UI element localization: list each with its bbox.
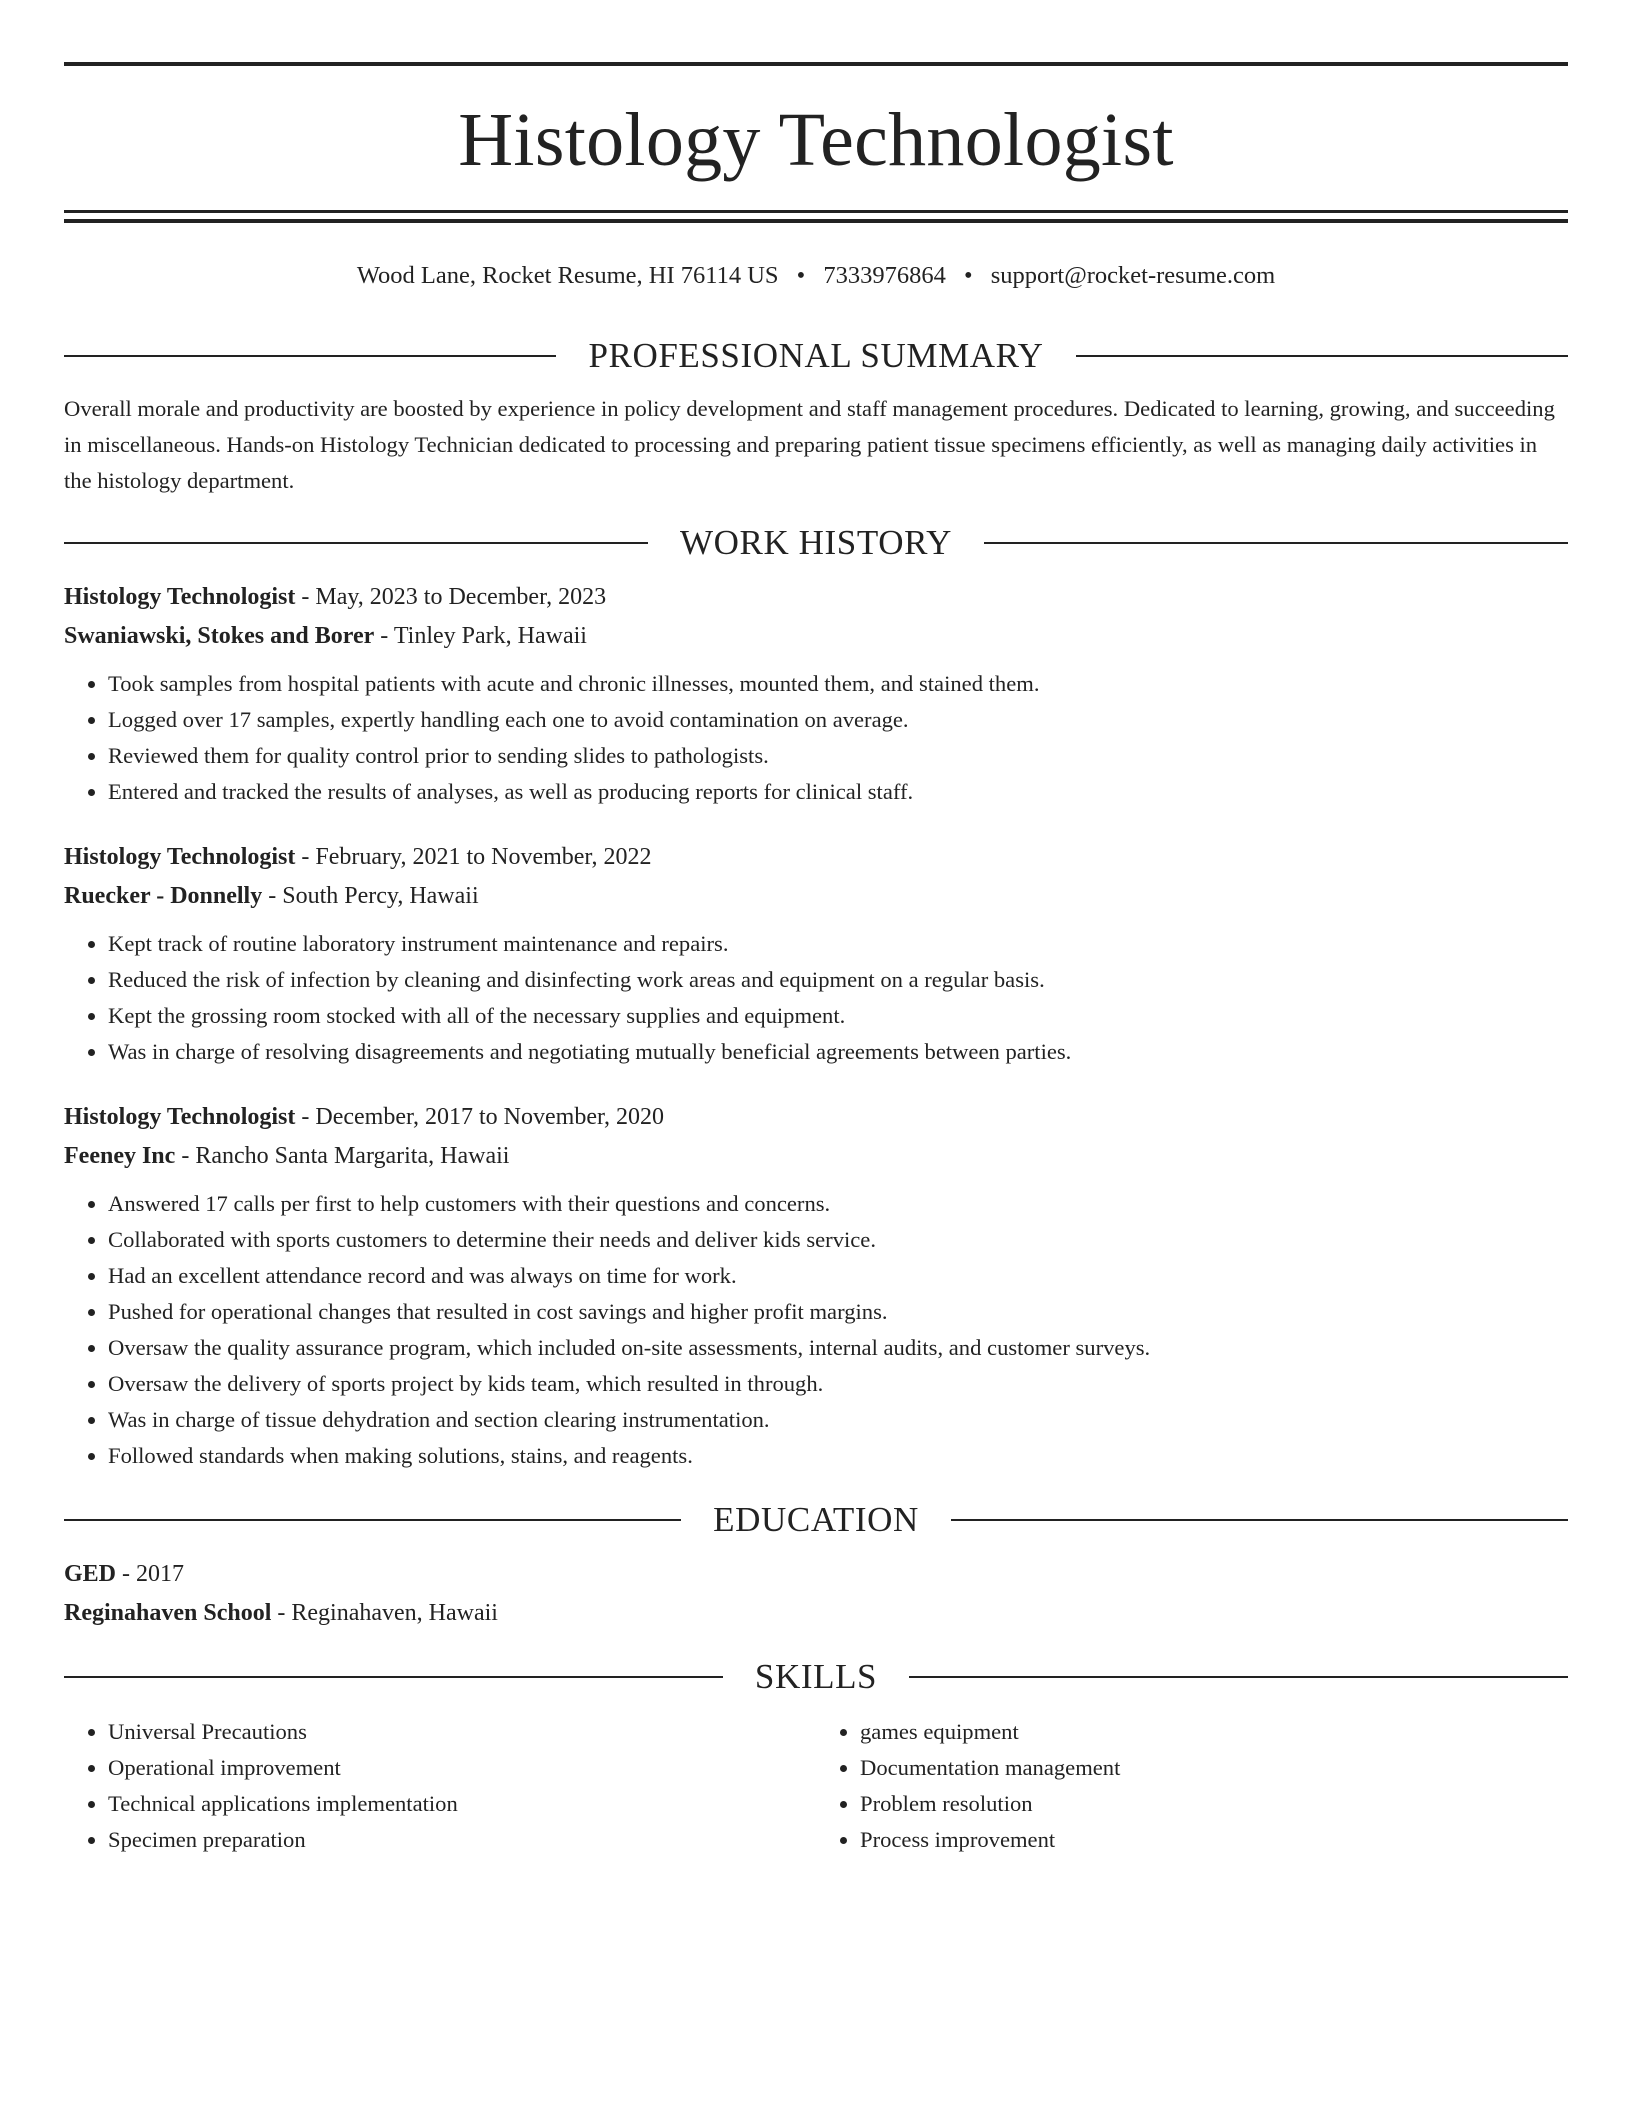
heading-rule-right [1076,355,1568,357]
summary-text: Overall morale and productivity are boosted by experience in policy development and staff management procedures. Dedicated to learning, growing, and succeeding in miscellaneous. Hands-on Histology Technician dedicated to processing and preparing patient tissue specimens efficiently, as well as managing daily activities in the histology department. [64,396,1555,494]
job-bullet: • Oversaw the delivery of sports project by kids team, which resulted in through. [108,1366,1568,1402]
resume-page [64,0,1568,1858]
heading-rule-left [64,1519,681,1521]
job-bullet: • Oversaw the quality assurance program, which included on-site assessments, internal audits, and customer surveys. [108,1330,1568,1366]
heading-rule-left [64,1676,723,1678]
job-location: Rancho Santa Margarita, Hawaii [195,1143,510,1170]
skills-list-right [816,1714,1568,1858]
job-bullet: • Entered and tracked the results of analyses, as well as producing reports for clinical staff. [108,774,1568,810]
job-location: South Percy, Hawaii [282,883,479,910]
job-role: Histology Technologist [64,844,296,871]
contact-address: Wood Lane, Rocket Resume, HI 76114 US [356,262,779,289]
job-company-line: Ruecker - Donnelly - South Percy, Hawaii [64,883,479,910]
job-bullet: • Collaborated with sports customers to determine their needs and deliver kids service. [108,1222,1568,1258]
summary-section-heading [64,336,1568,376]
job-bullet: • Had an excellent attendance record and was always on time for work. [108,1258,1568,1294]
work-history-list [64,578,1568,1474]
heading-rule-left [64,355,556,357]
education-section-heading [64,1500,1568,1540]
job-dates: May, 2023 to December, 2023 [315,584,607,611]
title-double-rule [64,210,1568,223]
job-bullet: • Answered 17 calls per first to help customers with their questions and concerns. [108,1186,1568,1222]
job-dates: February, 2021 to November, 2022 [315,844,652,871]
job-company: Swaniawski, Stokes and Borer [64,623,375,650]
skill-item: • Technical applications implementation [108,1786,816,1822]
skill-item: • Operational improvement [108,1750,816,1786]
job-role: Histology Technologist [64,1104,296,1131]
skills-grid [64,1712,1568,1858]
resume-title: Histology Technologist [458,98,1174,182]
education-location: Reginahaven, Hawaii [291,1600,498,1627]
contact-separator: • [963,262,973,289]
job-company: Ruecker - Donnelly [64,883,263,910]
education-year: 2017 [136,1561,185,1588]
skill-item: • Process improvement [860,1822,1568,1858]
job-bullet: • Reviewed them for quality control prior to sending slides to pathologists. [108,738,1568,774]
job-location: Tinley Park, Hawaii [393,623,587,650]
job-bullet: • Pushed for operational changes that resulted in cost savings and higher profit margins. [108,1294,1568,1330]
education-degree: GED [64,1561,117,1588]
summary-title: PROFESSIONAL SUMMARY [588,336,1044,376]
heading-rule-right [984,542,1568,544]
job-role-line: Histology Technologist - February, 2021 to November, 2022 [64,844,652,871]
top-rule [64,62,1568,66]
job-bullet: • Kept track of routine laboratory instrument maintenance and repairs. [108,926,1568,962]
contact-phone: 7333976864 [823,262,946,289]
job-bullet: • Logged over 17 samples, expertly handling each one to avoid contamination on average. [108,702,1568,738]
job-entry [64,578,1568,810]
job-bullet: • Reduced the risk of infection by cleaning and disinfecting work areas and equipment on a regular basis. [108,962,1568,998]
skill-item: • games equipment [860,1714,1568,1750]
job-bullet: • Kept the grossing room stocked with all of the necessary supplies and equipment. [108,998,1568,1034]
education-title: EDUCATION [713,1500,919,1540]
education-degree-line: GED - 2017 [64,1561,185,1588]
job-bullets [64,666,1568,810]
education-school-line: Reginahaven School - Reginahaven, Hawaii [64,1600,498,1627]
skills-list-left [64,1714,816,1858]
heading-rule-right [951,1519,1568,1521]
work-section-heading [64,523,1568,563]
heading-rule-right [909,1676,1568,1678]
job-company-line: Feeney Inc - Rancho Santa Margarita, Hawaii [64,1143,510,1170]
heading-rule-left [64,542,648,544]
contact-email: support@rocket-resume.com [990,262,1276,289]
job-bullet: • Was in charge of tissue dehydration and section clearing instrumentation. [108,1402,1568,1438]
contact-separator: • [796,262,806,289]
job-entry [64,838,1568,1070]
job-company: Feeney Inc [64,1143,176,1170]
skill-item: • Documentation management [860,1750,1568,1786]
job-role: Histology Technologist [64,584,296,611]
job-bullet: • Took samples from hospital patients with acute and chronic illnesses, mounted them, and stained them. [108,666,1568,702]
job-company-line: Swaniawski, Stokes and Borer - Tinley Park, Hawaii [64,623,587,650]
job-bullet: • Followed standards when making solutions, stains, and reagents. [108,1438,1568,1474]
work-title: WORK HISTORY [680,523,952,563]
skills-title: SKILLS [754,1657,878,1697]
skill-item: • Universal Precautions [108,1714,816,1750]
job-role-line: Histology Technologist - May, 2023 to December, 2023 [64,584,607,611]
job-dates: December, 2017 to November, 2020 [315,1104,665,1131]
job-role-line: Histology Technologist - December, 2017 to November, 2020 [64,1104,665,1131]
job-bullet: • Was in charge of resolving disagreements and negotiating mutually beneficial agreements between parties. [108,1034,1568,1070]
skill-item: • Specimen preparation [108,1822,816,1858]
job-entry [64,1098,1568,1474]
contact-line [64,261,1568,290]
job-bullets [64,1186,1568,1474]
education-entry [64,1555,1568,1633]
skills-section-heading [64,1657,1568,1697]
education-school: Reginahaven School [64,1600,272,1627]
job-bullets [64,926,1568,1070]
skill-item: • Problem resolution [860,1786,1568,1822]
